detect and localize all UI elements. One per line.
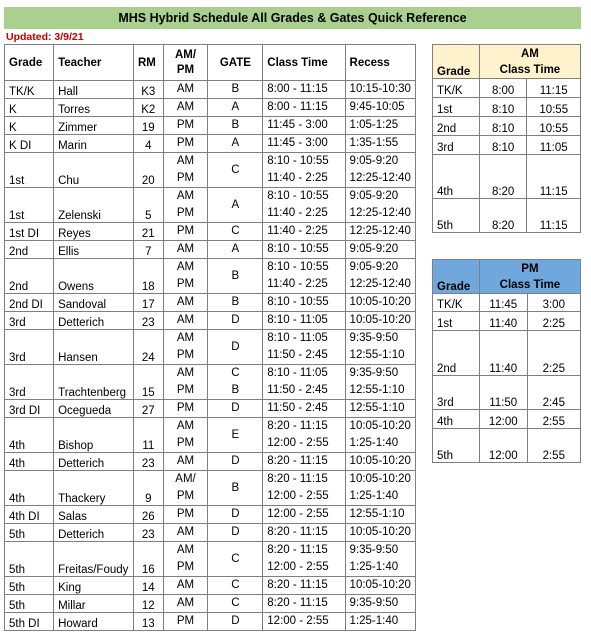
gate-cell: D xyxy=(208,330,263,365)
room-cell: 21 xyxy=(134,223,164,241)
recess-cell: 1:05-1:25 xyxy=(345,117,415,135)
grade-cell: TK/K xyxy=(5,81,54,99)
grade-cell: 4th xyxy=(433,155,480,199)
header-class-time: Class Time xyxy=(263,45,345,81)
table-row xyxy=(433,312,581,331)
recess-cell: 9:05-9:20 12:25-12:40 xyxy=(345,259,415,294)
class-time-cell: 8:10 - 10:55 xyxy=(263,241,345,259)
room-cell: 27 xyxy=(134,400,164,418)
gate-cell: B xyxy=(208,81,263,99)
recess-cell: 9:35-9:50 12:55-1:10 xyxy=(345,365,415,400)
recess-cell: 9:35-9:50 1:25-1:40 xyxy=(345,542,415,577)
ampm-cell: AM xyxy=(163,595,208,613)
ampm-cell: AM xyxy=(163,99,208,117)
teacher-cell: Salas xyxy=(54,506,134,524)
ampm-cell: AM xyxy=(163,241,208,259)
grade-cell: K xyxy=(5,117,54,135)
gate-cell: C B xyxy=(208,365,263,400)
ampm-cell: PM xyxy=(163,135,208,153)
grade-cell: 5th xyxy=(433,429,480,463)
header-gate: GATE xyxy=(208,45,263,81)
end-time-cell: 11:15 xyxy=(527,155,581,199)
teacher-cell: Reyes xyxy=(54,223,134,241)
start-time-cell: 8:10 xyxy=(479,98,527,117)
teacher-cell: Hall xyxy=(54,81,134,99)
ampm-cell: AM xyxy=(163,453,208,471)
ampm-cell: PM xyxy=(163,506,208,524)
ampm-cell: AM PM xyxy=(163,259,208,294)
teacher-cell: Marin xyxy=(54,135,134,153)
gate-cell: D xyxy=(208,453,263,471)
class-time-cell: 8:20 - 11:15 12:00 - 2:55 xyxy=(263,418,345,453)
ampm-cell: AM xyxy=(163,524,208,542)
header-recess: Recess xyxy=(345,45,415,81)
gate-cell: C xyxy=(208,223,263,241)
recess-cell: 9:35-9:50 xyxy=(345,595,415,613)
teacher-cell: Torres xyxy=(54,99,134,117)
end-time-cell: 2:55 xyxy=(527,429,580,463)
room-cell: 16 xyxy=(134,542,164,577)
table-row xyxy=(5,418,416,453)
grade-cell: 2nd xyxy=(5,241,54,259)
pm-header-grade: Grade xyxy=(433,260,480,294)
room-cell: 12 xyxy=(134,595,164,613)
gate-cell: E xyxy=(208,418,263,453)
table-row xyxy=(433,376,581,410)
class-time-cell: 8:00 - 11:15 xyxy=(263,99,345,117)
grade-cell: 2nd xyxy=(433,331,480,376)
gate-cell: C xyxy=(208,577,263,595)
grade-cell: K DI xyxy=(5,135,54,153)
table-row xyxy=(5,188,416,223)
class-time-cell: 8:20 - 11:15 12:00 - 2:55 xyxy=(263,471,345,506)
recess-cell: 10:05-10:20 xyxy=(345,294,415,312)
table-row xyxy=(5,595,416,613)
grade-cell: TK/K xyxy=(433,294,480,312)
class-time-cell: 8:10 - 11:05 11:50 - 2:45 xyxy=(263,330,345,365)
am-header-class-time: AM Class Time xyxy=(479,45,580,79)
gate-cell: B xyxy=(208,117,263,135)
table-row xyxy=(433,155,581,199)
class-time-cell: 12:00 - 2:55 xyxy=(263,613,345,631)
ampm-cell: PM xyxy=(163,223,208,241)
room-cell: 24 xyxy=(134,330,164,365)
teacher-cell: Thackery xyxy=(54,471,134,506)
class-time-cell: 8:20 - 11:15 xyxy=(263,595,345,613)
room-cell: 23 xyxy=(134,312,164,330)
gate-cell: B xyxy=(208,259,263,294)
table-row xyxy=(5,577,416,595)
ampm-cell: AM PM xyxy=(163,365,208,400)
class-time-cell: 8:10 - 10:55 11:40 - 2:25 xyxy=(263,188,345,223)
end-time-cell: 2:25 xyxy=(527,312,580,331)
teacher-cell: Ellis xyxy=(54,241,134,259)
gate-cell: D xyxy=(208,506,263,524)
table-row xyxy=(5,453,416,471)
ampm-cell: PM xyxy=(163,613,208,631)
room-cell: 23 xyxy=(134,524,164,542)
end-time-cell: 11:15 xyxy=(527,79,581,98)
recess-cell: 10:05-10:20 1:25-1:40 xyxy=(345,418,415,453)
pm-reference-table xyxy=(432,259,581,463)
grade-cell: 5th xyxy=(5,577,54,595)
grade-cell: 4th xyxy=(5,471,54,506)
ampm-cell: AM xyxy=(163,81,208,99)
gate-cell: A xyxy=(208,188,263,223)
class-time-cell: 8:20 - 11:15 xyxy=(263,577,345,595)
header-rm: RM xyxy=(134,45,164,81)
table-row xyxy=(5,471,416,506)
table-row xyxy=(5,613,416,631)
recess-cell: 9:05-9:20 12:25-12:40 xyxy=(345,188,415,223)
grade-cell: 5th xyxy=(433,199,480,233)
start-time-cell: 11:40 xyxy=(479,331,527,376)
end-time-cell: 11:15 xyxy=(527,199,581,233)
grade-cell: 4th DI xyxy=(5,506,54,524)
table-row xyxy=(5,312,416,330)
teacher-cell: Trachtenberg xyxy=(54,365,134,400)
ampm-cell: AM PM xyxy=(163,418,208,453)
ampm-cell: PM xyxy=(163,400,208,418)
class-time-cell: 8:10 - 11:05 xyxy=(263,312,345,330)
table-row xyxy=(433,410,581,429)
grade-cell: 5th xyxy=(5,542,54,577)
teacher-cell: Howard xyxy=(54,613,134,631)
recess-cell: 12:55-1:10 xyxy=(345,400,415,418)
recess-cell: 10:05-10:20 xyxy=(345,577,415,595)
class-time-cell: 8:20 - 11:15 xyxy=(263,453,345,471)
end-time-cell: 10:55 xyxy=(527,98,581,117)
class-time-cell: 8:20 - 11:15 12:00 - 2:55 xyxy=(263,542,345,577)
updated-date: Updated: 3/9/21 xyxy=(6,31,84,43)
table-row xyxy=(5,223,416,241)
end-time-cell: 11:05 xyxy=(527,136,581,155)
gate-cell: B xyxy=(208,294,263,312)
teacher-cell: Ocegueda xyxy=(54,400,134,418)
grade-cell: 4th xyxy=(5,453,54,471)
ampm-cell: PM xyxy=(163,117,208,135)
grade-cell: 1st xyxy=(433,98,480,117)
table-row xyxy=(5,241,416,259)
end-time-cell: 10:55 xyxy=(527,117,581,136)
recess-cell: 1:35-1:55 xyxy=(345,135,415,153)
room-cell: 26 xyxy=(134,506,164,524)
recess-cell: 10:05-10:20 xyxy=(345,312,415,330)
start-time-cell: 12:00 xyxy=(479,429,527,463)
gate-cell: A xyxy=(208,99,263,117)
table-row xyxy=(433,79,581,98)
table-row xyxy=(5,81,416,99)
header-teacher: Teacher xyxy=(54,45,134,81)
room-cell: 5 xyxy=(134,188,164,223)
ampm-cell: AM xyxy=(163,577,208,595)
class-time-cell: 8:00 - 11:15 xyxy=(263,81,345,99)
gate-cell: D xyxy=(208,312,263,330)
grade-cell: 3rd DI xyxy=(5,400,54,418)
room-cell: 20 xyxy=(134,153,164,188)
sheet-title: MHS Hybrid Schedule All Grades & Gates Quick Reference xyxy=(4,7,581,29)
teacher-cell: Zelenski xyxy=(54,188,134,223)
teacher-cell: Zimmer xyxy=(54,117,134,135)
class-time-cell: 8:10 - 10:55 11:40 - 2:25 xyxy=(263,153,345,188)
grade-cell: 1st DI xyxy=(5,223,54,241)
gate-cell: C xyxy=(208,595,263,613)
gate-cell: D xyxy=(208,613,263,631)
am-reference-table xyxy=(432,44,581,233)
start-time-cell: 11:50 xyxy=(479,376,527,410)
ampm-cell: AM PM xyxy=(163,153,208,188)
table-row xyxy=(5,524,416,542)
class-time-cell: 12:00 - 2:55 xyxy=(263,506,345,524)
class-time-cell: 11:45 - 3:00 xyxy=(263,117,345,135)
room-cell: 14 xyxy=(134,577,164,595)
grade-cell: 4th xyxy=(5,418,54,453)
table-row xyxy=(433,429,581,463)
start-time-cell: 8:00 xyxy=(479,79,527,98)
table-row xyxy=(5,542,416,577)
gate-cell: D xyxy=(208,524,263,542)
teacher-cell: Hansen xyxy=(54,330,134,365)
start-time-cell: 12:00 xyxy=(479,410,527,429)
class-time-cell: 8:10 - 10:55 xyxy=(263,294,345,312)
end-time-cell: 2:55 xyxy=(527,410,580,429)
table-row xyxy=(5,259,416,294)
recess-cell: 9:05-9:20 12:25-12:40 xyxy=(345,153,415,188)
table-row xyxy=(433,294,581,312)
class-time-cell: 8:10 - 11:05 11:50 - 2:45 xyxy=(263,365,345,400)
table-row xyxy=(5,135,416,153)
recess-cell: 9:45-10:05 xyxy=(345,99,415,117)
room-cell: 18 xyxy=(134,259,164,294)
grade-cell: K xyxy=(5,99,54,117)
table-row xyxy=(5,99,416,117)
recess-cell: 12:55-1:10 xyxy=(345,506,415,524)
grade-cell: 5th DI xyxy=(5,613,54,631)
end-time-cell: 2:45 xyxy=(527,376,580,410)
room-cell: 17 xyxy=(134,294,164,312)
class-time-cell: 8:10 - 10:55 11:40 - 2:25 xyxy=(263,259,345,294)
class-time-cell: 11:50 - 2:45 xyxy=(263,400,345,418)
recess-cell: 10:05-10:20 xyxy=(345,453,415,471)
grade-cell: 2nd DI xyxy=(5,294,54,312)
grade-cell: TK/K xyxy=(433,79,480,98)
ampm-cell: AM xyxy=(163,312,208,330)
table-row xyxy=(433,136,581,155)
start-time-cell: 11:45 xyxy=(479,294,527,312)
table-row xyxy=(433,331,581,376)
grade-cell: 4th xyxy=(433,410,480,429)
gate-cell: C xyxy=(208,153,263,188)
table-row xyxy=(433,98,581,117)
teacher-cell: Detterich xyxy=(54,312,134,330)
am-header-grade: Grade xyxy=(433,45,480,79)
recess-cell: 9:35-9:50 12:55-1:10 xyxy=(345,330,415,365)
room-cell: 13 xyxy=(134,613,164,631)
recess-cell: 9:05-9:20 xyxy=(345,241,415,259)
recess-cell: 1:25-1:40 xyxy=(345,613,415,631)
header-ampm: AM/ PM xyxy=(163,45,208,81)
grade-cell: 3rd xyxy=(433,376,480,410)
table-row xyxy=(433,199,581,233)
grade-cell: 3rd xyxy=(5,330,54,365)
table-row xyxy=(5,117,416,135)
teacher-cell: Detterich xyxy=(54,524,134,542)
end-time-cell: 2:25 xyxy=(527,331,580,376)
grade-cell: 3rd xyxy=(433,136,480,155)
table-row xyxy=(5,294,416,312)
header-grade: Grade xyxy=(5,45,54,81)
teacher-cell: Chu xyxy=(54,153,134,188)
room-cell: K2 xyxy=(134,99,164,117)
room-cell: 23 xyxy=(134,453,164,471)
start-time-cell: 11:40 xyxy=(479,312,527,331)
recess-cell: 10:05-10:20 xyxy=(345,524,415,542)
table-row xyxy=(5,400,416,418)
table-row xyxy=(433,117,581,136)
ampm-cell: AM PM xyxy=(163,330,208,365)
gate-cell: B xyxy=(208,471,263,506)
end-time-cell: 3:00 xyxy=(527,294,580,312)
teacher-cell: Millar xyxy=(54,595,134,613)
room-cell: 9 xyxy=(134,471,164,506)
room-cell: 4 xyxy=(134,135,164,153)
ampm-cell: AM PM xyxy=(163,188,208,223)
room-cell: K3 xyxy=(134,81,164,99)
grade-cell: 5th xyxy=(5,595,54,613)
ampm-cell: AM PM xyxy=(163,542,208,577)
table-row xyxy=(5,506,416,524)
class-time-cell: 11:40 - 2:25 xyxy=(263,223,345,241)
gate-cell: C xyxy=(208,542,263,577)
grade-cell: 1st xyxy=(433,312,480,331)
ampm-cell: AM/ PM xyxy=(163,471,208,506)
grade-cell: 2nd xyxy=(433,117,480,136)
grade-cell: 3rd xyxy=(5,365,54,400)
room-cell: 19 xyxy=(134,117,164,135)
table-row xyxy=(5,365,416,400)
teacher-cell: Detterich xyxy=(54,453,134,471)
grade-cell: 2nd xyxy=(5,259,54,294)
teacher-cell: Sandoval xyxy=(54,294,134,312)
grade-cell: 5th xyxy=(5,524,54,542)
room-cell: 11 xyxy=(134,418,164,453)
start-time-cell: 8:10 xyxy=(479,136,527,155)
grade-cell: 1st xyxy=(5,188,54,223)
pm-header-class-time: PM Class Time xyxy=(479,260,580,294)
gate-cell: A xyxy=(208,135,263,153)
schedule-table xyxy=(4,44,416,631)
teacher-cell: Bishop xyxy=(54,418,134,453)
recess-cell: 12:25-12:40 xyxy=(345,223,415,241)
start-time-cell: 8:20 xyxy=(479,199,527,233)
table-row xyxy=(5,153,416,188)
teacher-cell: Freitas/Foudy xyxy=(54,542,134,577)
start-time-cell: 8:10 xyxy=(479,117,527,136)
gate-cell: A xyxy=(208,241,263,259)
class-time-cell: 8:20 - 11:15 xyxy=(263,524,345,542)
recess-cell: 10:05-10:20 1:25-1:40 xyxy=(345,471,415,506)
table-row xyxy=(5,330,416,365)
start-time-cell: 8:20 xyxy=(479,155,527,199)
grade-cell: 1st xyxy=(5,153,54,188)
grade-cell: 3rd xyxy=(5,312,54,330)
class-time-cell: 11:45 - 3:00 xyxy=(263,135,345,153)
room-cell: 7 xyxy=(134,241,164,259)
room-cell: 15 xyxy=(134,365,164,400)
ampm-cell: AM xyxy=(163,294,208,312)
teacher-cell: King xyxy=(54,577,134,595)
gate-cell: D xyxy=(208,400,263,418)
recess-cell: 10:15-10:30 xyxy=(345,81,415,99)
teacher-cell: Owens xyxy=(54,259,134,294)
